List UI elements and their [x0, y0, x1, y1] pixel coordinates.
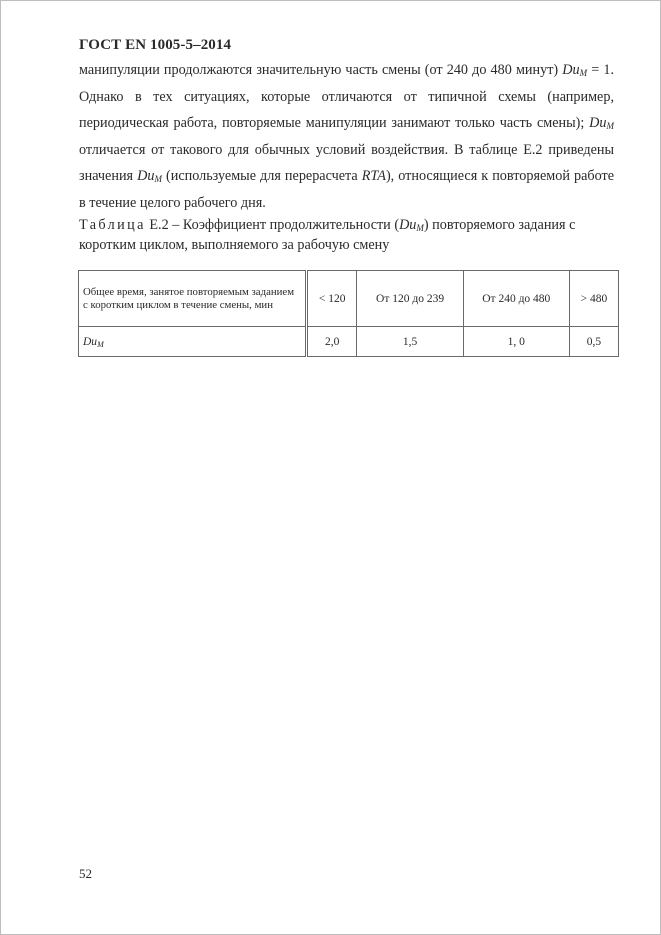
column-header-120-239: От 120 до 239: [357, 271, 463, 327]
document-code-header: ГОСТ EN 1005-5–2014: [79, 37, 232, 53]
cell-value: 1, 0: [463, 327, 569, 357]
row-header-duration: Общее время, занятое повторяемым заданием с коротким циклом в течение смены, мин: [79, 271, 307, 327]
row-header-dum: $Du_M$: [79, 327, 307, 357]
dum-symbol: $Du_M$: [399, 217, 424, 233]
cell-value: 0,5: [569, 327, 618, 357]
column-header-lt-120: < 120: [307, 271, 357, 327]
dum-symbol: $Du_M$: [589, 115, 614, 131]
table-caption-number: Е.2 – Коэффициент продолжительности (: [145, 217, 400, 233]
rta-term: RTA: [361, 168, 386, 184]
dum-symbol: $Du_M$: [562, 62, 588, 78]
dum-symbol: $Du_M$: [137, 168, 162, 184]
paragraph-text-5: ), относящиеся к повторяемой работе в течение целого рабочего дня.: [79, 168, 614, 211]
table-caption-rest: ) повторяемого задания с коротким циклом, выполняемого за рабочую смену: [79, 217, 576, 253]
cell-value: 1,5: [357, 327, 463, 357]
duration-coefficient-table: [78, 270, 619, 357]
paragraph-text-3: отличается от такового для обычных условий воздействия. В таблице Е.2 приведены значения: [79, 141, 614, 184]
body-paragraph: [79, 57, 614, 216]
paragraph-text-1: манипуляции продолжаются значительную часть смены (от 240 до 480 минут): [79, 62, 563, 78]
paragraph-text-2: = 1. Однако в тех ситуациях, которые отличаются от типичной схемы (например, периодическая работа, повторяемые манипуляции занимают только часть смены);: [79, 62, 614, 131]
table-caption-label: Таблица: [79, 217, 146, 233]
table-row: [79, 271, 619, 327]
cell-value: 2,0: [307, 327, 357, 357]
page-number: 52: [79, 866, 92, 881]
column-header-240-480: От 240 до 480: [463, 271, 569, 327]
paragraph-text-4: (используемые для перерасчета: [161, 168, 362, 184]
table-row: [79, 327, 619, 357]
table-caption: [79, 215, 619, 255]
column-header-gt-480: > 480: [569, 271, 618, 327]
